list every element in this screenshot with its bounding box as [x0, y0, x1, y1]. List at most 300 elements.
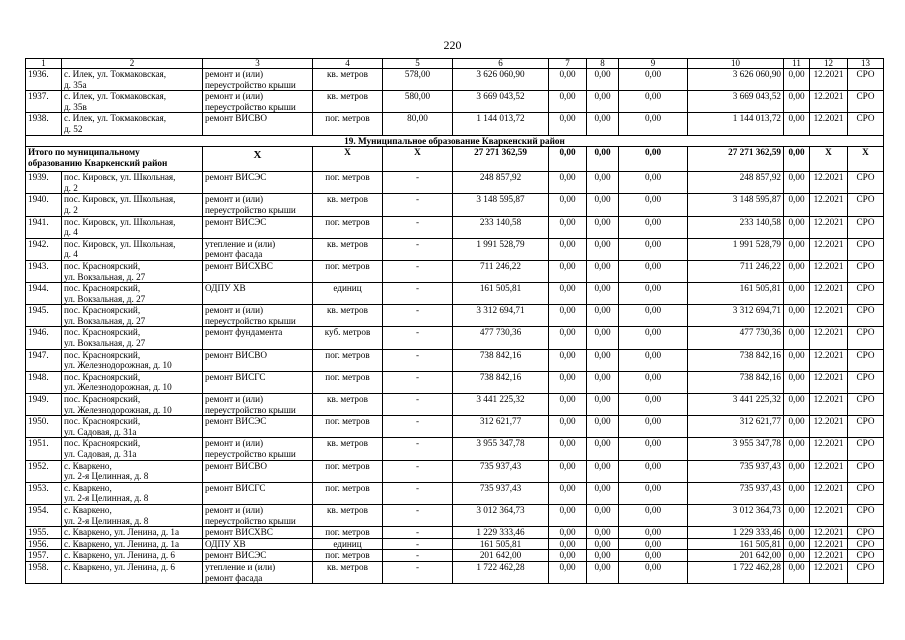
- other-funds-cell: 0,00: [784, 216, 810, 238]
- budget-cell: 0,00: [587, 438, 619, 460]
- work-type-cell-line: ремонт и (или): [205, 504, 264, 515]
- unit-cell: кв. метров: [313, 504, 383, 526]
- completion-date-cell: 12.2021: [810, 327, 848, 349]
- work-type-cell: [203, 305, 313, 327]
- owner-funds-cell: 477 730,36: [688, 327, 784, 349]
- fund-cell: 0,00: [549, 260, 587, 282]
- other-funds-cell: 0,00: [784, 349, 810, 371]
- row-number: 1944.: [26, 283, 62, 305]
- owner-funds-cell: 161 505,81: [688, 538, 784, 550]
- unit-cell: куб. метров: [313, 327, 383, 349]
- quantity-cell: -: [383, 482, 453, 504]
- method-cell: СРО: [848, 69, 884, 91]
- address-cell: [62, 527, 203, 539]
- local-budget-cell: 0,00: [619, 538, 688, 550]
- method-cell: СРО: [848, 91, 884, 113]
- other-funds-cell: 0,00: [784, 416, 810, 438]
- address-cell-line: д. 2: [64, 182, 78, 193]
- budget-cell: 0,00: [587, 416, 619, 438]
- quantity-cell: -: [383, 172, 453, 194]
- quantity-cell: -: [383, 305, 453, 327]
- completion-date-cell: 12.2021: [810, 394, 848, 416]
- local-budget-cell: 0,00: [619, 305, 688, 327]
- address-cell-line: пос. Красноярский,: [64, 349, 141, 360]
- work-type-cell: [203, 283, 313, 305]
- local-budget-cell: 0,00: [619, 438, 688, 460]
- work-type-cell: [203, 550, 313, 562]
- quantity-cell: -: [383, 538, 453, 550]
- unit-cell: кв. метров: [313, 194, 383, 216]
- work-type-cell: [203, 460, 313, 482]
- work-type-cell-line: переустройство крыши: [205, 204, 296, 215]
- work-type-cell: [203, 216, 313, 238]
- address-cell-line: ул. Вокзальная, д. 27: [64, 271, 146, 282]
- work-type-cell: [203, 561, 313, 583]
- quantity-cell: -: [383, 550, 453, 562]
- table-row: [26, 194, 884, 216]
- table-row: [26, 438, 884, 460]
- owner-funds-cell: 201 642,00: [688, 550, 784, 562]
- address-cell-line: ул. Железнодорожная, д. 10: [64, 382, 172, 393]
- local-budget-cell: 0,00: [619, 260, 688, 282]
- budget-cell: 0,00: [587, 283, 619, 305]
- fund-cell: 0,00: [549, 460, 587, 482]
- unit-cell: пог. метров: [313, 349, 383, 371]
- column-number: 8: [587, 59, 619, 69]
- column-number: 9: [619, 59, 688, 69]
- row-number: 1942.: [26, 238, 62, 260]
- other-funds-cell: 0,00: [784, 482, 810, 504]
- fund-cell: 0,00: [549, 416, 587, 438]
- table-row: [26, 460, 884, 482]
- method-cell: СРО: [848, 482, 884, 504]
- address-cell: [62, 238, 203, 260]
- column-number: 7: [549, 59, 587, 69]
- work-type-cell-line: утепление и (или): [205, 561, 276, 572]
- unit-cell: пог. метров: [313, 172, 383, 194]
- address-cell: [62, 460, 203, 482]
- work-type-cell: [203, 349, 313, 371]
- section-heading-row: [26, 135, 884, 147]
- address-cell-line: пос. Красноярский,: [64, 305, 141, 316]
- fund-cell: 0,00: [549, 172, 587, 194]
- unit-cell: кв. метров: [313, 438, 383, 460]
- work-type-cell: [203, 91, 313, 113]
- table-body: [26, 59, 884, 584]
- address-cell-line: пос. Кировск, ул. Школьная,: [64, 194, 176, 205]
- address-cell-line: ул. Железнодорожная, д. 10: [64, 360, 172, 371]
- work-type-cell: [203, 69, 313, 91]
- total-cost-cell: 3 626 060,90: [453, 69, 549, 91]
- completion-date-cell: 12.2021: [810, 113, 848, 135]
- local-budget-cell: 0,00: [619, 238, 688, 260]
- total-cost-cell: 1 991 528,79: [453, 238, 549, 260]
- owner-funds-cell: 738 842,16: [688, 371, 784, 393]
- address-cell: [62, 416, 203, 438]
- budget-cell: 0,00: [587, 527, 619, 539]
- fund-cell: 0,00: [549, 113, 587, 135]
- row-number: 1956.: [26, 538, 62, 550]
- column-number: 5: [383, 59, 453, 69]
- work-type-cell: [203, 438, 313, 460]
- work-type-cell-line: ремонт и (или): [205, 194, 264, 205]
- total-cost-cell: 3 441 225,32: [453, 394, 549, 416]
- address-cell-line: с. Кваркено, ул. Ленина, д. 6: [64, 561, 176, 572]
- owner-funds-cell: 3 955 347,78: [688, 438, 784, 460]
- total-cost-cell: 3 669 043,52: [453, 91, 549, 113]
- total-x-mark: X: [313, 147, 383, 172]
- work-type-cell: [203, 527, 313, 539]
- completion-date-cell: 12.2021: [810, 305, 848, 327]
- address-cell-line: д. 35в: [64, 101, 87, 112]
- work-type-cell-line: ремонт ВИСВО: [205, 113, 267, 124]
- address-cell-line: с. Кваркено, ул. Ленина, д. 1а: [64, 538, 180, 549]
- method-cell: СРО: [848, 416, 884, 438]
- fund-cell: 0,00: [549, 550, 587, 562]
- fund-cell: 0,00: [549, 194, 587, 216]
- quantity-cell: -: [383, 561, 453, 583]
- method-cell: СРО: [848, 260, 884, 282]
- work-type-cell-line: ремонт фасада: [205, 572, 263, 583]
- table-row: [26, 349, 884, 371]
- total-x-mark: X: [848, 147, 884, 172]
- budget-cell: 0,00: [587, 349, 619, 371]
- address-cell-line: пос. Красноярский,: [64, 371, 141, 382]
- completion-date-cell: 12.2021: [810, 416, 848, 438]
- row-number: 1937.: [26, 91, 62, 113]
- work-type-cell: [203, 482, 313, 504]
- address-cell: [62, 260, 203, 282]
- table-row: [26, 216, 884, 238]
- work-type-cell: [203, 172, 313, 194]
- fund-cell: 0,00: [549, 305, 587, 327]
- budget-cell: 0,00: [587, 538, 619, 550]
- owner-funds-cell: 233 140,58: [688, 216, 784, 238]
- table-row: [26, 394, 884, 416]
- address-cell: [62, 172, 203, 194]
- method-cell: СРО: [848, 561, 884, 583]
- section-title: 19. Муниципальное образование Кваркенский район: [26, 135, 884, 147]
- method-cell: СРО: [848, 283, 884, 305]
- completion-date-cell: 12.2021: [810, 194, 848, 216]
- address-cell: [62, 216, 203, 238]
- fund-cell: 0,00: [549, 327, 587, 349]
- method-cell: СРО: [848, 172, 884, 194]
- column-number: 11: [784, 59, 810, 69]
- fund-cell: 0,00: [549, 561, 587, 583]
- row-number: 1951.: [26, 438, 62, 460]
- row-number: 1948.: [26, 371, 62, 393]
- owner-funds-cell: 3 669 043,52: [688, 91, 784, 113]
- budget-cell: 0,00: [587, 216, 619, 238]
- total-cost-cell: 738 842,16: [453, 349, 549, 371]
- unit-cell: пог. метров: [313, 260, 383, 282]
- quantity-cell: 80,00: [383, 113, 453, 135]
- budget-cell: 0,00: [587, 113, 619, 135]
- fund-cell: 0,00: [549, 371, 587, 393]
- address-cell-line: с. Кваркено,: [64, 460, 112, 471]
- completion-date-cell: 12.2021: [810, 527, 848, 539]
- total-cost-cell: 27 271 362,59: [453, 147, 549, 172]
- quantity-cell: -: [383, 216, 453, 238]
- total-cost-cell: 738 842,16: [453, 371, 549, 393]
- address-cell-line: пос. Красноярский,: [64, 327, 141, 338]
- budget-cell: 0,00: [587, 482, 619, 504]
- address-cell: [62, 371, 203, 393]
- total-owner-funds-cell: 27 271 362,59: [688, 147, 784, 172]
- work-type-cell-line: ремонт ВИСЭС: [205, 416, 267, 427]
- local-budget-cell: 0,00: [619, 172, 688, 194]
- table-row: [26, 113, 884, 135]
- address-cell-line: ул. Железнодорожная, д. 10: [64, 404, 172, 415]
- row-number: 1941.: [26, 216, 62, 238]
- table-row: [26, 305, 884, 327]
- work-type-cell-line: ремонт и (или): [205, 69, 264, 79]
- quantity-cell: -: [383, 504, 453, 526]
- total-cost-cell: 201 642,00: [453, 550, 549, 562]
- work-type-cell: [203, 538, 313, 550]
- address-cell-line: пос. Красноярский,: [64, 416, 141, 427]
- other-funds-cell: 0,00: [784, 538, 810, 550]
- total-cost-cell: 735 937,43: [453, 482, 549, 504]
- owner-funds-cell: 711 246,22: [688, 260, 784, 282]
- quantity-cell: -: [383, 194, 453, 216]
- work-type-cell-line: переустройство крыши: [205, 404, 296, 415]
- address-cell-line: ул. 2-я Целинная, д. 8: [64, 471, 149, 482]
- budget-cell: 0,00: [587, 260, 619, 282]
- address-cell-line: с. Илек, ул. Токмаковская,: [64, 113, 167, 124]
- work-type-cell-line: ремонт ВИСХВС: [205, 260, 273, 271]
- local-budget-cell: 0,00: [619, 69, 688, 91]
- owner-funds-cell: 3 312 694,71: [688, 305, 784, 327]
- budget-cell: 0,00: [587, 305, 619, 327]
- completion-date-cell: 12.2021: [810, 260, 848, 282]
- completion-date-cell: 12.2021: [810, 460, 848, 482]
- local-budget-cell: 0,00: [619, 482, 688, 504]
- other-funds-cell: 0,00: [784, 504, 810, 526]
- quantity-cell: -: [383, 238, 453, 260]
- budget-cell: 0,00: [587, 550, 619, 562]
- budget-cell: 0,00: [587, 504, 619, 526]
- budget-cell: 0,00: [587, 327, 619, 349]
- page-number: 220: [443, 38, 462, 52]
- total-cost-cell: 1 229 333,46: [453, 527, 549, 539]
- quantity-cell: -: [383, 260, 453, 282]
- quantity-cell: -: [383, 371, 453, 393]
- quantity-cell: -: [383, 327, 453, 349]
- fund-cell: 0,00: [549, 238, 587, 260]
- row-number: 1953.: [26, 482, 62, 504]
- other-funds-cell: 0,00: [784, 550, 810, 562]
- unit-cell: кв. метров: [313, 561, 383, 583]
- total-other-funds-cell: 0,00: [784, 147, 810, 172]
- work-type-cell: [203, 238, 313, 260]
- local-budget-cell: 0,00: [619, 113, 688, 135]
- budget-cell: 0,00: [587, 238, 619, 260]
- work-type-cell-line: переустройство крыши: [205, 79, 296, 90]
- budget-cell: 0,00: [587, 371, 619, 393]
- completion-date-cell: 12.2021: [810, 550, 848, 562]
- fund-cell: 0,00: [549, 283, 587, 305]
- total-cost-cell: 248 857,92: [453, 172, 549, 194]
- local-budget-cell: 0,00: [619, 283, 688, 305]
- owner-funds-cell: 3 012 364,73: [688, 504, 784, 526]
- address-cell: [62, 91, 203, 113]
- fund-cell: 0,00: [549, 91, 587, 113]
- address-cell-line: д. 4: [64, 227, 78, 238]
- fund-cell: 0,00: [549, 438, 587, 460]
- column-number: 3: [203, 59, 313, 69]
- row-number: 1952.: [26, 460, 62, 482]
- work-type-cell: [203, 260, 313, 282]
- capital-repair-table: [25, 58, 884, 584]
- owner-funds-cell: 1 229 333,46: [688, 527, 784, 539]
- other-funds-cell: 0,00: [784, 327, 810, 349]
- column-number: 1: [26, 59, 62, 69]
- completion-date-cell: 12.2021: [810, 69, 848, 91]
- column-number: 6: [453, 59, 549, 69]
- owner-funds-cell: 1 722 462,28: [688, 561, 784, 583]
- method-cell: СРО: [848, 216, 884, 238]
- method-cell: СРО: [848, 238, 884, 260]
- other-funds-cell: 0,00: [784, 438, 810, 460]
- method-cell: СРО: [848, 438, 884, 460]
- unit-cell: пог. метров: [313, 113, 383, 135]
- total-row: [26, 147, 884, 172]
- other-funds-cell: 0,00: [784, 113, 810, 135]
- work-type-cell-line: переустройство крыши: [205, 101, 296, 112]
- column-number: 2: [62, 59, 203, 69]
- work-type-cell-line: ремонт и (или): [205, 305, 264, 316]
- address-cell-line: ул. 2-я Целинная, д. 8: [64, 493, 149, 504]
- local-budget-cell: 0,00: [619, 91, 688, 113]
- table-row: [26, 561, 884, 583]
- address-cell-line: ул. Садовая, д. 31а: [64, 449, 137, 459]
- budget-cell: 0,00: [587, 172, 619, 194]
- fund-cell: 0,00: [549, 216, 587, 238]
- owner-funds-cell: 1 144 013,72: [688, 113, 784, 135]
- table-row: [26, 538, 884, 550]
- unit-cell: пог. метров: [313, 371, 383, 393]
- unit-cell: единиц: [313, 283, 383, 305]
- address-cell-line: с. Кваркено, ул. Ленина, д. 1а: [64, 527, 180, 538]
- local-budget-cell: 0,00: [619, 504, 688, 526]
- other-funds-cell: 0,00: [784, 371, 810, 393]
- quantity-cell: 578,00: [383, 69, 453, 91]
- address-cell-line: д. 35а: [64, 79, 87, 90]
- total-fund-cell: 0,00: [549, 147, 587, 172]
- completion-date-cell: 12.2021: [810, 238, 848, 260]
- table-row: [26, 482, 884, 504]
- row-number: 1946.: [26, 327, 62, 349]
- row-number: 1938.: [26, 113, 62, 135]
- local-budget-cell: 0,00: [619, 371, 688, 393]
- address-cell: [62, 438, 203, 460]
- other-funds-cell: 0,00: [784, 238, 810, 260]
- address-cell: [62, 349, 203, 371]
- address-cell-line: ул. Вокзальная, д. 27: [64, 338, 146, 349]
- total-cost-cell: 3 312 694,71: [453, 305, 549, 327]
- work-type-cell-line: ремонт ВИСЭС: [205, 172, 267, 183]
- row-number: 1940.: [26, 194, 62, 216]
- table-row: [26, 69, 884, 91]
- work-type-cell: [203, 113, 313, 135]
- fund-cell: 0,00: [549, 349, 587, 371]
- address-cell: [62, 504, 203, 526]
- unit-cell: пог. метров: [313, 216, 383, 238]
- budget-cell: 0,00: [587, 460, 619, 482]
- owner-funds-cell: 735 937,43: [688, 460, 784, 482]
- completion-date-cell: 12.2021: [810, 283, 848, 305]
- unit-cell: пог. метров: [313, 550, 383, 562]
- address-cell: [62, 538, 203, 550]
- address-cell-line: д. 4: [64, 249, 78, 260]
- unit-cell: кв. метров: [313, 91, 383, 113]
- owner-funds-cell: 3 148 595,87: [688, 194, 784, 216]
- completion-date-cell: 12.2021: [810, 504, 848, 526]
- local-budget-cell: 0,00: [619, 216, 688, 238]
- work-type-cell-line: переустройство крыши: [205, 515, 296, 526]
- work-type-cell-line: ремонт и (или): [205, 394, 264, 405]
- address-cell-line: пос. Красноярский,: [64, 283, 141, 294]
- owner-funds-cell: 738 842,16: [688, 349, 784, 371]
- work-type-cell-line: переустройство крыши: [205, 315, 296, 326]
- quantity-cell: 580,00: [383, 91, 453, 113]
- address-cell-line: ул. Садовая, д. 31а: [64, 426, 137, 437]
- unit-cell: пог. метров: [313, 482, 383, 504]
- work-type-cell: [203, 327, 313, 349]
- address-cell-line: с. Кваркено, ул. Ленина, д. 6: [64, 550, 176, 561]
- work-type-cell-line: ремонт ВИСВО: [205, 349, 267, 360]
- unit-cell: пог. метров: [313, 527, 383, 539]
- other-funds-cell: 0,00: [784, 283, 810, 305]
- table-row: [26, 238, 884, 260]
- unit-cell: кв. метров: [313, 69, 383, 91]
- method-cell: СРО: [848, 113, 884, 135]
- method-cell: СРО: [848, 550, 884, 562]
- budget-cell: 0,00: [587, 194, 619, 216]
- total-x-mark: X: [383, 147, 453, 172]
- local-budget-cell: 0,00: [619, 460, 688, 482]
- total-cost-cell: 161 505,81: [453, 538, 549, 550]
- method-cell: СРО: [848, 527, 884, 539]
- address-cell: [62, 482, 203, 504]
- address-cell-line: пос. Кировск, ул. Школьная,: [64, 238, 176, 249]
- column-number: 10: [688, 59, 784, 69]
- row-number: 1949.: [26, 394, 62, 416]
- address-cell-line: пос. Кировск, ул. Школьная,: [64, 172, 176, 183]
- other-funds-cell: 0,00: [784, 305, 810, 327]
- budget-cell: 0,00: [587, 69, 619, 91]
- row-number: 1939.: [26, 172, 62, 194]
- owner-funds-cell: 161 505,81: [688, 283, 784, 305]
- quantity-cell: -: [383, 416, 453, 438]
- column-number: 12: [810, 59, 848, 69]
- quantity-cell: -: [383, 283, 453, 305]
- address-cell-line: ул. 2-я Целинная, д. 8: [64, 515, 149, 526]
- address-cell-line: пос. Красноярский,: [64, 438, 141, 449]
- total-cost-cell: 3 148 595,87: [453, 194, 549, 216]
- table-row: [26, 371, 884, 393]
- total-label-line: Итого по муниципальному: [28, 147, 140, 158]
- work-type-cell: [203, 416, 313, 438]
- other-funds-cell: 0,00: [784, 394, 810, 416]
- table-row: [26, 260, 884, 282]
- method-cell: СРО: [848, 305, 884, 327]
- work-type-cell-line: переустройство крыши: [205, 449, 296, 459]
- address-cell: [62, 327, 203, 349]
- address-cell-line: с. Кваркено,: [64, 504, 112, 515]
